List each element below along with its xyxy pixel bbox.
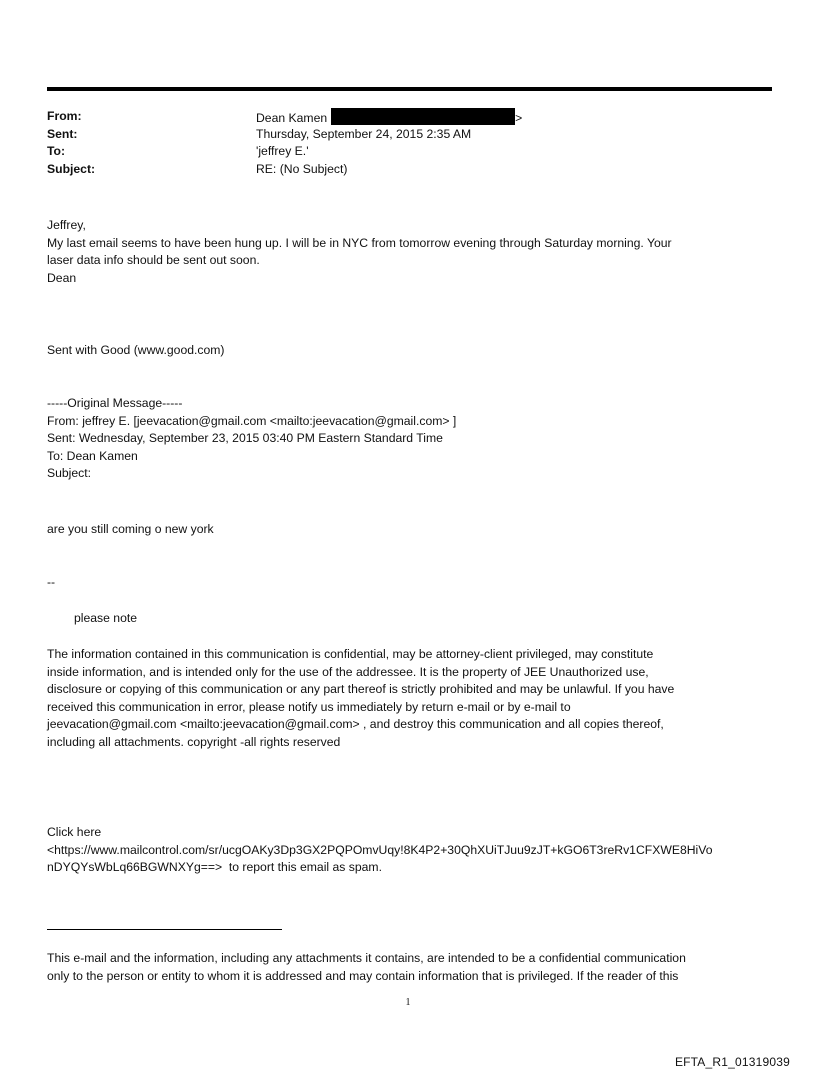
sent-with: Sent with Good (www.good.com)	[47, 343, 225, 357]
footer-line: This e-mail and the information, including any attachments it contains, are intended to be a confidential communication	[47, 951, 686, 965]
please-note: please note	[74, 611, 138, 625]
body-line: laser data info should be sent out soon.	[47, 253, 260, 268]
header-divider	[47, 87, 772, 91]
disclaimer-line: inside information, and is intended only for the use of the addressee. It is the property of JEE Unauthorized use,	[47, 664, 649, 679]
subject-value: RE: (No Subject)	[256, 161, 348, 176]
original-message-header	[47, 395, 777, 483]
from-row	[47, 108, 522, 126]
to-row	[47, 143, 522, 161]
sent-with-line	[47, 342, 777, 360]
to-label: To:	[47, 144, 66, 159]
from-name: Dean Kamen	[256, 111, 328, 125]
from-value	[256, 108, 522, 126]
from-suffix: >	[515, 111, 523, 125]
original-to: To: Dean Kamen	[47, 448, 138, 463]
original-message-text	[47, 521, 777, 539]
signature: Dean	[47, 270, 77, 285]
footer-line: only to the person or entity to whom it is addressed and may contain information that is privileged. If the reader of this	[47, 968, 679, 983]
message-body	[47, 217, 777, 287]
original-from: From: jeffrey E. [jeevacation@gmail.com <mailto:jeevacation@gmail.com> ]	[47, 413, 457, 428]
original-subject: Subject:	[47, 466, 92, 481]
original-message: are you still coming o new york	[47, 522, 214, 536]
disclaimer-line: The information contained in this communication is confidential, may be attorney-client privileged, may constitute	[47, 647, 654, 661]
signature-dashes	[47, 574, 777, 592]
sent-value: Thursday, September 24, 2015 2:35 AM	[256, 126, 472, 141]
page-number: 1	[405, 997, 411, 1008]
disclaimer-line: jeevacation@gmail.com <mailto:jeevacation@gmail.com> , and destroy this communication and all copies thereof,	[47, 717, 664, 732]
body-line: My last email seems to have been hung up. I will be in NYC from tomorrow evening through Saturday morning. Your	[47, 235, 672, 250]
dashes: --	[47, 575, 56, 589]
footer-divider	[47, 929, 282, 930]
greeting: Jeffrey,	[47, 218, 86, 232]
disclaimer-line: including all attachments. copyright -all rights reserved	[47, 734, 341, 749]
spam-report	[47, 824, 777, 877]
spam-link-tail: nDYQYsWbLq66BGWNXYg==> to report this email as spam.	[47, 860, 382, 875]
original-sent: Sent: Wednesday, September 23, 2015 03:40 PM Eastern Standard Time	[47, 431, 443, 446]
from-label: From:	[47, 109, 82, 123]
redaction-box	[331, 108, 515, 125]
email-header	[47, 108, 522, 178]
original-marker: -----Original Message-----	[47, 396, 183, 410]
disclaimer-line: disclosure or copying of this communication or any part thereof is strictly prohibited and may be unlawful. If you have	[47, 682, 675, 697]
please-note-block	[47, 610, 777, 628]
disclaimer-line: received this communication in error, please notify us immediately by return e-mail or by e-mail to	[47, 699, 571, 714]
sent-label: Sent:	[47, 126, 78, 141]
footer-notice	[47, 950, 777, 985]
sent-row	[47, 126, 522, 144]
spam-click-here: Click here	[47, 825, 102, 839]
document-id: EFTA_R1_01319039	[674, 1055, 790, 1069]
disclaimer	[47, 646, 777, 752]
to-value: 'jeffrey E.'	[256, 144, 309, 159]
spam-link: <https://www.mailcontrol.com/sr/ucgOAKy3Dp3GX2PQPOmvUqy!8K4P2+30QhXUiTJuu9zJT+kGO6T3reRv1CFXWE8HiVo	[47, 842, 713, 857]
subject-row	[47, 161, 522, 179]
subject-label: Subject:	[47, 161, 96, 176]
